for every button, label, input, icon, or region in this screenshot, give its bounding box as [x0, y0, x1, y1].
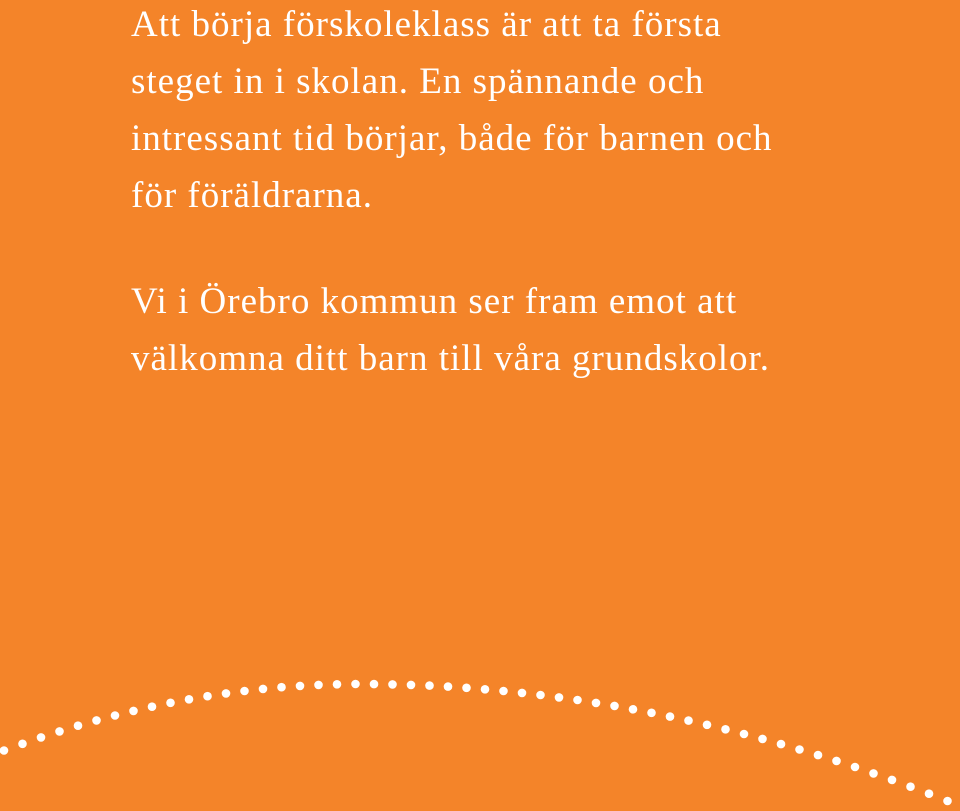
arc-dot: [814, 751, 823, 760]
arc-dot: [758, 735, 767, 744]
arc-dot: [351, 680, 360, 689]
arc-dot: [55, 727, 64, 736]
arc-dot: [148, 702, 157, 711]
arc-dot: [573, 696, 582, 705]
arc-dot: [92, 716, 101, 725]
arc-dot: [481, 685, 490, 694]
arc-dot: [222, 689, 231, 698]
intro-line: steget in i skolan. En spännande och: [131, 61, 705, 102]
welcome-line: Vi i Örebro kommun ser fram emot att: [131, 281, 738, 322]
arc-dot: [407, 681, 416, 690]
arc-dot: [832, 757, 841, 766]
welcome-line: välkomna ditt barn till våra grundskolor.: [131, 338, 771, 379]
arc-dot: [555, 693, 564, 702]
arc-dot: [129, 707, 138, 716]
arc-dot: [462, 684, 471, 693]
arc-dot: [647, 709, 656, 718]
arc-dot: [888, 776, 897, 785]
arc-dot: [185, 695, 194, 704]
arc-dot: [518, 689, 527, 698]
arc-dot: [869, 769, 878, 778]
arc-dot: [333, 680, 342, 689]
arc-dot: [684, 716, 693, 725]
arc-dot: [314, 681, 323, 690]
arc-dot: [74, 721, 83, 730]
arc-dot: [425, 681, 434, 690]
arc-dot: [925, 789, 934, 798]
welcome-paragraph: [131, 273, 911, 387]
arc-dot: [777, 740, 786, 749]
arc-dot: [721, 725, 730, 734]
arc-dot: [444, 682, 453, 691]
arc-dot: [0, 746, 8, 755]
arc-dot: [906, 782, 915, 791]
arc-dot: [740, 730, 749, 739]
arc-dot: [203, 692, 212, 701]
arc-dot: [629, 705, 638, 714]
arc-dot: [666, 712, 675, 721]
arc-dot: [37, 733, 46, 742]
arc-dot: [703, 721, 712, 730]
arc-dot: [851, 763, 860, 772]
intro-paragraph: [131, 0, 911, 224]
arc-dot: [592, 699, 601, 708]
arc-dot: [259, 685, 268, 694]
arc-dot: [111, 711, 120, 720]
arc-dot: [240, 687, 249, 696]
arc-dot: [499, 687, 508, 696]
arc-dot: [277, 683, 286, 692]
arc-dot: [18, 740, 27, 749]
intro-line: för föräldrarna.: [131, 175, 373, 216]
arc-dot: [388, 680, 397, 689]
arc-dot: [296, 682, 305, 691]
intro-line: intressant tid börjar, både för barnen och: [131, 118, 773, 159]
arc-dot: [943, 797, 952, 806]
arc-dot: [370, 680, 379, 689]
arc-dot: [610, 702, 619, 711]
arc-dot: [536, 691, 545, 700]
arc-dot: [795, 745, 804, 754]
intro-line: Att börja förskoleklass är att ta första: [131, 4, 722, 45]
arc-dot: [166, 699, 175, 708]
